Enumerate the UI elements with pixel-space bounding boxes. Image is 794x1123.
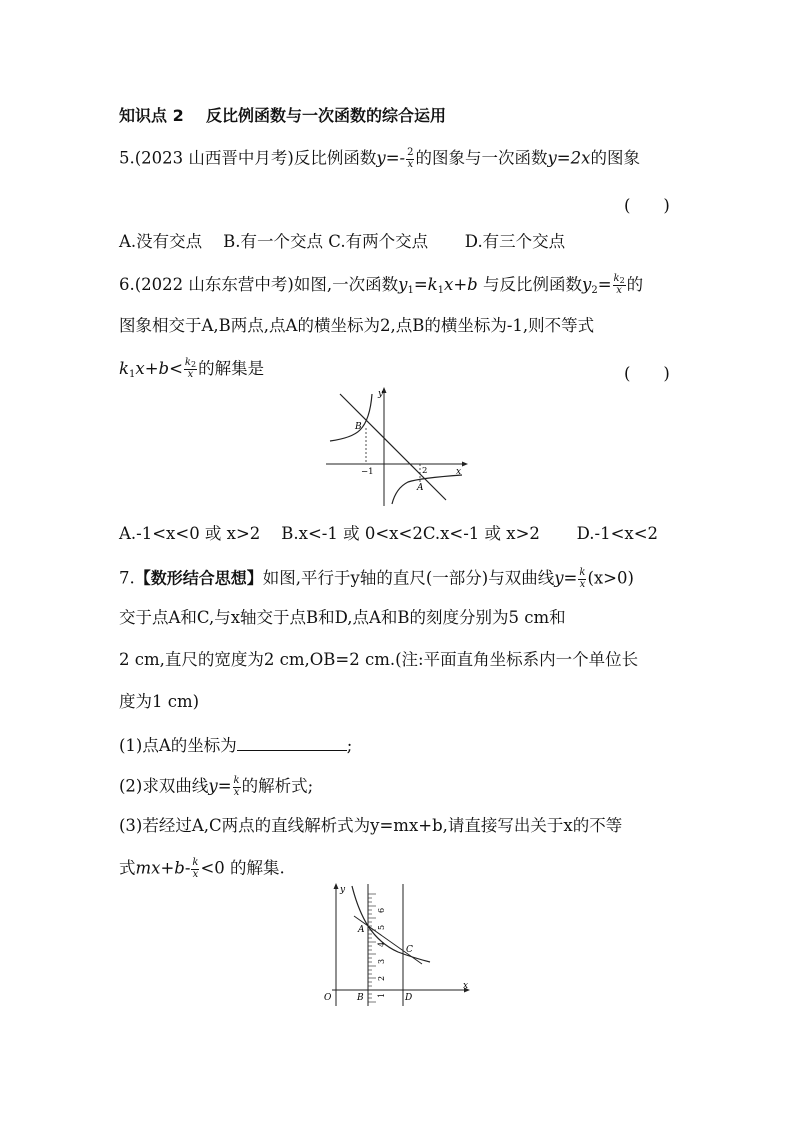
q7-part3-fraction [191, 858, 199, 880]
q7-part2-a: (2)求双曲线 [119, 776, 209, 796]
section-heading [119, 108, 446, 124]
q7-part3-num: k [192, 857, 199, 868]
q7-ruler-mark-3: 3 [377, 958, 386, 964]
q6-number: 6. [119, 274, 135, 294]
q7-part3-line2: 式mx+b- $\frac{k}{x}$ <0 的解集. [119, 857, 285, 880]
q6-option-c: C.x<-1 或 x>2 [422, 524, 540, 543]
q5-frac-den [406, 160, 414, 171]
q5-stem [119, 148, 640, 170]
q6-y1: y [398, 274, 408, 294]
q6-stem-line1: 6.(2022 山东东营中考)如图,一次函数$y_1=k_1x+b$ 与反比例函数$y_2=$ $\frac{k_2}{x}$ 的 [119, 273, 644, 297]
q6-label-b: B [355, 422, 362, 432]
q6-hyperbola-right [392, 475, 462, 504]
q7-line-ac [354, 916, 422, 964]
q7-label-o: O [324, 993, 332, 1003]
q6-option-a: A.-1<x<0 或 x>2 [119, 524, 261, 543]
q7-label-b: B [357, 993, 364, 1003]
q7-line1-cond: (x>0) [587, 568, 634, 588]
q6-text-b: 与反比例函数 [482, 274, 582, 294]
q6-graph [322, 384, 472, 510]
q7-part3-a: 式 [119, 858, 136, 878]
q5-linear: y=2x [547, 148, 591, 168]
q5-option-a: A.没有交点 [119, 232, 203, 251]
q6-text-a: 如图,一次函数 [293, 274, 399, 294]
q7-part3-b: <0 的解集. [200, 858, 285, 878]
q5-option-d: D.有三个交点 [464, 232, 566, 251]
q6-text-c: 的 [626, 274, 644, 294]
q5-fraction [406, 148, 414, 170]
q6-tick-neg1: −1 [361, 467, 374, 477]
q7-hyperbola [352, 886, 430, 962]
q6-y1-sub: 1 [407, 284, 414, 296]
q7-y-arrow [334, 883, 339, 889]
q7-part2-num: k [233, 775, 240, 786]
q7-ruler-numbers [377, 908, 386, 998]
q6-linear-line [340, 394, 446, 500]
q6-label-x: x [456, 467, 462, 477]
q7-ruler-mark-6: 6 [377, 907, 386, 913]
q7-ruler-mark-5: 5 [377, 924, 386, 930]
q7-label-y: y [340, 885, 346, 895]
q5-source: (2023 山西晋中月考) [134, 148, 294, 168]
q7-part2-den: x [233, 786, 240, 798]
q7-ruler-ticks [368, 894, 376, 1002]
q7-ruler-mark-2: 2 [377, 975, 386, 981]
q7-ruler-mark-1: 1 [377, 992, 386, 998]
q7-line1-text: 如图,平行于y轴的直尺(一部分)与双曲线 [262, 568, 555, 588]
q6-ineq-num: $k_2$ [184, 357, 197, 369]
q6-y2-sub: 2 [591, 284, 598, 296]
q6-fraction [613, 274, 626, 297]
q7-stem-line3: 2 cm,直尺的宽度为2 cm,OB=2 cm.(注:平面直角坐标系内一个单位长 [119, 650, 639, 669]
q6-text-d: 的解集是 [198, 358, 265, 378]
q6-tick-2: 2 [422, 466, 428, 476]
q6-b: b [467, 274, 478, 294]
q6-x-arrow [462, 462, 468, 467]
q5-option-c: C.有两个交点 [328, 232, 429, 251]
q7-label-d: D [405, 993, 413, 1003]
q6-ineq-den: x [187, 369, 194, 381]
q6-stem-line3: $k_1x+b<$ $\frac{k_2}{x}$ 的解集是 [119, 357, 265, 381]
q7-part2-fraction [233, 776, 241, 798]
q7-part3-line1: (3)若经过A,C两点的直线解析式为y=mx+b,请直接写出关于x的不等 [119, 816, 623, 835]
q6-frac-num: $k_2$ [613, 273, 625, 285]
q7-frac-den: x [579, 578, 586, 590]
q7-label-a: A [358, 925, 365, 935]
q5-text-b: 的图象与一次函数 [415, 148, 548, 168]
q7-part2: (2)求双曲线y= $\frac{k}{x}$ 的解析式; [119, 775, 314, 798]
section-label: 知识点 2 [119, 106, 184, 125]
q5-frac-num: 2 [407, 147, 414, 158]
section-title: 反比例函数与一次函数的综合运用 [206, 106, 447, 125]
q6-label-y: y [378, 389, 384, 399]
q5-text-c: 的图象 [590, 148, 640, 168]
q6-y2: y [581, 274, 592, 294]
q6-option-d: D.-1<x<2 [576, 524, 659, 543]
q7-label-c: C [406, 945, 413, 955]
q5-answer-paren: ( ) [624, 196, 670, 215]
q7-frac-num: k [579, 567, 586, 578]
q7-tag: 【数形结合思想】 [134, 568, 263, 588]
q6-answer-paren: ( ) [624, 364, 670, 383]
q6-k1-sub: 1 [437, 284, 445, 296]
q7-ruler-mark-4: 4 [377, 941, 386, 947]
q7-part1 [119, 736, 352, 755]
q6-k1: k [427, 274, 438, 294]
q6-label-a: A [417, 483, 424, 493]
q6-stem-line2: 图象相交于A,B两点,点A的横坐标为2,点B的横坐标为-1,则不等式 [119, 316, 595, 335]
q7-stem-line2: 交于点A和C,与x轴交于点B和D,点A和B的刻度分别为5 cm和 [119, 608, 566, 627]
q7-answer-blank[interactable] [237, 736, 347, 751]
q6-ineq-fraction [184, 358, 197, 381]
q7-number: 7. [119, 568, 135, 588]
q6-source: (2022 山东东营中考) [134, 274, 294, 294]
q7-fraction [578, 568, 586, 590]
q7-label-x: x [463, 981, 469, 991]
q5-option-b: B.有一个交点 [223, 232, 324, 251]
q5-frac-den-var: x [407, 158, 414, 170]
q7-part1-end: ; [346, 736, 353, 755]
q7-part3-den: x [192, 868, 199, 880]
q5-number: 5. [119, 148, 135, 168]
q7-graph [318, 880, 478, 1010]
q7-stem-line1: 7.【数形结合思想】如图,平行于y轴的直尺(一部分)与双曲线y= $\frac{k}{x}$ (x>0) [119, 567, 634, 590]
q6-option-b: B.x<-1 或 0<x<2 [281, 524, 423, 543]
q7-part1-text: (1)点A的坐标为 [119, 736, 237, 755]
q7-stem-line4: 度为1 cm) [119, 692, 200, 711]
q5-options [119, 234, 565, 251]
q6-options [119, 526, 658, 543]
q6-x: x [444, 274, 454, 294]
q6-frac-den: x [616, 285, 622, 297]
q7-part2-b: 的解析式; [241, 776, 314, 796]
q5-eq-lhs: y=- [376, 148, 406, 168]
q5-text-a: 反比例函数 [293, 148, 377, 168]
